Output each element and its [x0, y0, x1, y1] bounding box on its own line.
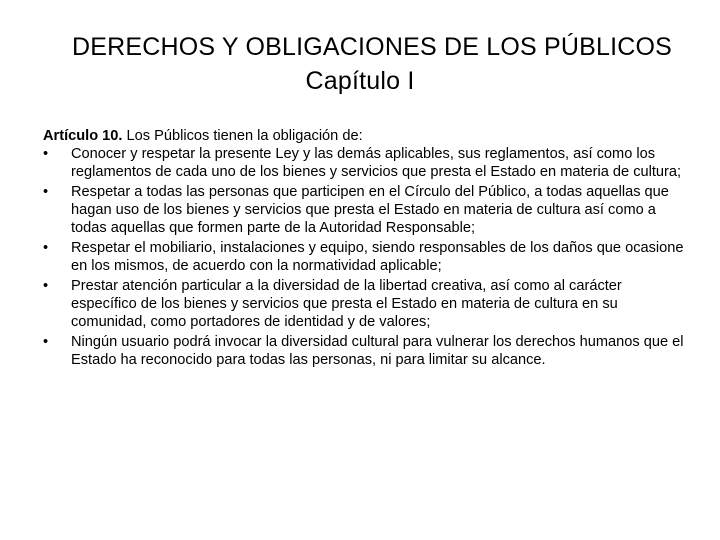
bullet-icon: •: [43, 334, 49, 350]
bullet-icon: •: [43, 240, 49, 256]
list-item-text: Ningún usuario podrá invocar la diversidad cultural para vulnerar los derechos humanos que el Estado ha reconocido para todas las personas, ni para limitar su alcance.: [71, 334, 684, 368]
list-item: [43, 333, 688, 369]
page-title: DERECHOS Y OBLIGACIONES DE LOS PÚBLICOS: [71, 33, 673, 61]
list-item-text: Respetar el mobiliario, instalaciones y equipo, siendo responsables de los daños que ocasione en los mismos, de acuerdo con la normatividad aplicable;: [71, 240, 684, 274]
list-item: [43, 145, 688, 181]
obligations-list: [43, 145, 688, 369]
article-body: [43, 127, 688, 371]
list-item-text: Conocer y respetar la presente Ley y las demás aplicables, sus reglamentos, así como los reglamentos de cada uno de los bienes y servicios que presta el Estado en materia de cultura;: [71, 146, 682, 180]
article-intro: [43, 127, 688, 145]
bullet-icon: •: [43, 184, 49, 200]
bullet-icon: •: [43, 146, 49, 162]
list-item: [43, 183, 688, 237]
list-item: [43, 239, 688, 275]
article-intro-text: Los Públicos tienen la obligación de:: [122, 128, 363, 144]
article-number: Artículo 10.: [43, 128, 123, 144]
title-block: [0, 30, 720, 98]
list-item-text: Prestar atención particular a la diversidad de la libertad creativa, así como al carácter específico de los bienes y servicios que presta el Estado en materia de cultura en su comunidad, como portadores de identidad y de valores;: [71, 278, 622, 330]
list-item-text: Respetar a todas las personas que participen en el Círculo del Público, a todas aquellas que hagan uso de los bienes y servicios que presta el Estado en materia de cultura así como a todas aquellas que formen parte de la Autoridad Responsable;: [71, 184, 669, 236]
bullet-icon: •: [43, 278, 49, 294]
list-item: [43, 277, 688, 331]
chapter-subtitle: Capítulo I: [305, 67, 415, 95]
